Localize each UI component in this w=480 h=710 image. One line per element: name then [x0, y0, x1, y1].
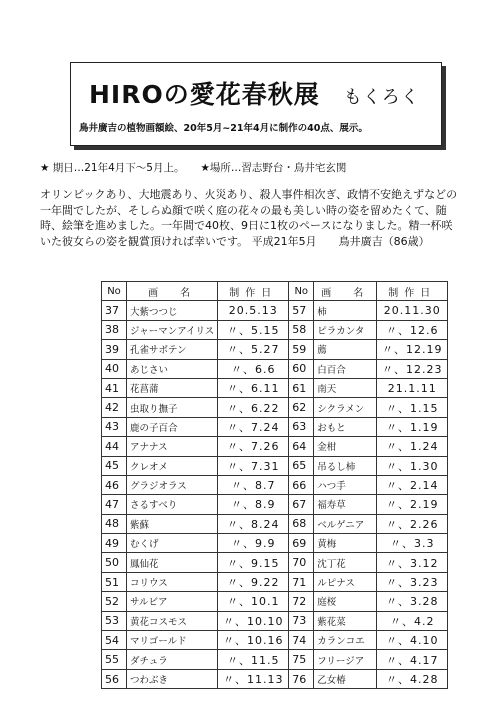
cell-no: 38	[102, 320, 127, 339]
cell-date: 20.5.13	[218, 301, 289, 320]
cell-name: 乙女椿	[314, 669, 377, 688]
cell-no: 37	[102, 301, 127, 320]
cell-date: 〃、2.14	[377, 475, 448, 494]
table-row	[102, 320, 448, 339]
cell-name: 黄花コスモス	[127, 611, 218, 630]
table-row	[102, 301, 448, 320]
cell-no: 62	[289, 398, 314, 417]
col-no: No	[289, 282, 314, 301]
cell-date: 〃、3.12	[377, 553, 448, 572]
col-date: 制作日	[377, 282, 448, 301]
cell-no: 59	[289, 340, 314, 359]
cell-name: マリゴールド	[127, 631, 218, 650]
cell-no: 46	[102, 475, 127, 494]
table-row	[102, 340, 448, 359]
cell-name: むくげ	[127, 534, 218, 553]
cell-date: 〃、11.13	[218, 669, 289, 688]
cell-name: 孔雀サボテン	[127, 340, 218, 359]
table-row	[102, 669, 448, 688]
cell-no: 51	[102, 572, 127, 591]
table-row	[102, 495, 448, 514]
cell-no: 70	[289, 553, 314, 572]
catalog-table	[101, 281, 448, 689]
cell-date: 21.1.11	[377, 378, 448, 397]
cell-no: 66	[289, 475, 314, 494]
cell-no: 49	[102, 534, 127, 553]
col-no: No	[102, 282, 127, 301]
table-row	[102, 534, 448, 553]
cell-no: 74	[289, 631, 314, 650]
cell-name: フリージア	[314, 650, 377, 669]
cell-date: 〃、10.10	[218, 611, 289, 630]
cell-date: 〃、5.15	[218, 320, 289, 339]
cell-date: 〃、2.19	[377, 495, 448, 514]
cell-no: 47	[102, 495, 127, 514]
table-row	[102, 378, 448, 397]
cell-no: 39	[102, 340, 127, 359]
cell-date: 〃、6.11	[218, 378, 289, 397]
cell-date: 〃、2.26	[377, 514, 448, 533]
exhibit-meta	[40, 160, 346, 175]
cell-no: 64	[289, 437, 314, 456]
cell-date: 〃、9.9	[218, 534, 289, 553]
cell-name: ダチュラ	[127, 650, 218, 669]
cell-name: 花菖蒲	[127, 378, 218, 397]
cell-no: 71	[289, 572, 314, 591]
cell-no: 56	[102, 669, 127, 688]
cell-no: 43	[102, 417, 127, 436]
table-row	[102, 553, 448, 572]
table-row	[102, 437, 448, 456]
cell-date: 〃、8.9	[218, 495, 289, 514]
cell-name: グラジオラス	[127, 475, 218, 494]
cell-date: 〃、4.2	[377, 611, 448, 630]
cell-date: 〃、5.27	[218, 340, 289, 359]
cell-no: 44	[102, 437, 127, 456]
cell-no: 41	[102, 378, 127, 397]
table-row	[102, 611, 448, 630]
cell-date: 〃、3.23	[377, 572, 448, 591]
cell-date: 〃、7.24	[218, 417, 289, 436]
cell-name: 鳳仙花	[127, 553, 218, 572]
cell-date: 〃、3.28	[377, 592, 448, 611]
table-row	[102, 398, 448, 417]
cell-name: さるすべり	[127, 495, 218, 514]
cell-name: 金柑	[314, 437, 377, 456]
cell-name: 薦	[314, 340, 377, 359]
cell-no: 69	[289, 534, 314, 553]
cell-no: 60	[289, 359, 314, 378]
cell-no: 40	[102, 359, 127, 378]
cell-no: 48	[102, 514, 127, 533]
title-tag: もくろく	[343, 87, 420, 108]
table-row	[102, 592, 448, 611]
table-row	[102, 417, 448, 436]
exhibit-period: ★ 期日…21年4月下～5月上。	[40, 162, 185, 174]
cell-date: 〃、12.6	[377, 320, 448, 339]
cell-no: 54	[102, 631, 127, 650]
cell-no: 55	[102, 650, 127, 669]
cell-name: 沈丁花	[314, 553, 377, 572]
cell-name: ルピナス	[314, 572, 377, 591]
cell-date: 〃、4.28	[377, 669, 448, 688]
cell-date: 〃、9.22	[218, 572, 289, 591]
cell-date: 〃、1.15	[377, 398, 448, 417]
col-date: 制作日	[218, 282, 289, 301]
cell-name: 虫取り撫子	[127, 398, 218, 417]
cell-no: 45	[102, 456, 127, 475]
cell-name: ピラカンタ	[314, 320, 377, 339]
cell-date: 〃、1.24	[377, 437, 448, 456]
cell-date: 〃、6.6	[218, 359, 289, 378]
cell-no: 58	[289, 320, 314, 339]
cell-no: 63	[289, 417, 314, 436]
cell-name: 南天	[314, 378, 377, 397]
cell-date: 〃、1.19	[377, 417, 448, 436]
table-row	[102, 572, 448, 591]
page-title	[89, 75, 420, 111]
intro-text: オリンピックあり、大地震あり、火災あり、殺人事件相次ぎ、政情不安絶えずなどの一年間でしたが、そしらぬ顔で咲く庭の花々の最も美しい時の姿を留めたくて、随時、絵筆を進めました。一年間で40枚、9日に1枚のペースになりました。精一杯咲いた彼女らの姿を観賞頂ければ幸いです。	[40, 188, 458, 248]
intro-paragraph	[40, 187, 460, 249]
title-text: HIROの愛花春秋展	[89, 80, 320, 109]
cell-name: ベルゲニア	[314, 514, 377, 533]
cell-name: シクラメン	[314, 398, 377, 417]
cell-name: 鹿の子百合	[127, 417, 218, 436]
cell-no: 76	[289, 669, 314, 688]
cell-name: 柿	[314, 301, 377, 320]
cell-name: 大紫つつじ	[127, 301, 218, 320]
cell-name: クレオメ	[127, 456, 218, 475]
cell-date: 〃、7.26	[218, 437, 289, 456]
cell-date: 〃、4.10	[377, 631, 448, 650]
table-row	[102, 359, 448, 378]
exhibit-place: ★場所…習志野台・鳥井宅玄関	[200, 162, 347, 174]
cell-name: あじさい	[127, 359, 218, 378]
cell-name: サルビア	[127, 592, 218, 611]
cell-name: 福寿草	[314, 495, 377, 514]
cell-name: ジャーマンアイリス	[127, 320, 218, 339]
cell-no: 57	[289, 301, 314, 320]
table-row	[102, 631, 448, 650]
signature: 平成21年5月 鳥井廣吉（86歳）	[251, 234, 430, 248]
cell-date: 〃、3.3	[377, 534, 448, 553]
cell-no: 65	[289, 456, 314, 475]
cell-name: ハつ手	[314, 475, 377, 494]
cell-date: 〃、9.15	[218, 553, 289, 572]
cell-date: 〃、10.1	[218, 592, 289, 611]
cell-no: 68	[289, 514, 314, 533]
cell-date: 20.11.30	[377, 301, 448, 320]
cell-name: 黄梅	[314, 534, 377, 553]
col-name: 画 名	[314, 282, 377, 301]
cell-name: 紫蘇	[127, 514, 218, 533]
cell-name: おもと	[314, 417, 377, 436]
cell-no: 50	[102, 553, 127, 572]
cell-no: 75	[289, 650, 314, 669]
cell-name: 白百合	[314, 359, 377, 378]
cell-no: 72	[289, 592, 314, 611]
cell-no: 67	[289, 495, 314, 514]
cell-date: 〃、4.17	[377, 650, 448, 669]
cell-date: 〃、8.7	[218, 475, 289, 494]
cell-date: 〃、11.5	[218, 650, 289, 669]
cell-name: アナナス	[127, 437, 218, 456]
cell-date: 〃、8.24	[218, 514, 289, 533]
cell-name: カランコエ	[314, 631, 377, 650]
cell-name: 紫花菜	[314, 611, 377, 630]
cell-no: 61	[289, 378, 314, 397]
cell-date: 〃、7.31	[218, 456, 289, 475]
table-header-row	[102, 282, 448, 301]
cell-date: 〃、6.22	[218, 398, 289, 417]
cell-no: 53	[102, 611, 127, 630]
cell-date: 〃、12.19	[377, 340, 448, 359]
page-subtitle: 鳥井廣吉の植物画額絵、20年5月~21年4月に制作の40点、展示。	[79, 123, 368, 134]
cell-no: 52	[102, 592, 127, 611]
cell-date: 〃、1.30	[377, 456, 448, 475]
cell-name: コリウス	[127, 572, 218, 591]
cell-date: 〃、12.23	[377, 359, 448, 378]
table-row	[102, 650, 448, 669]
title-banner	[70, 62, 442, 146]
table-row	[102, 514, 448, 533]
table-row	[102, 475, 448, 494]
cell-no: 42	[102, 398, 127, 417]
table-row	[102, 456, 448, 475]
cell-date: 〃、10.16	[218, 631, 289, 650]
cell-no: 73	[289, 611, 314, 630]
col-name: 画 名	[127, 282, 218, 301]
cell-name: 吊るし柿	[314, 456, 377, 475]
cell-name: 庭桜	[314, 592, 377, 611]
cell-name: つわぶき	[127, 669, 218, 688]
